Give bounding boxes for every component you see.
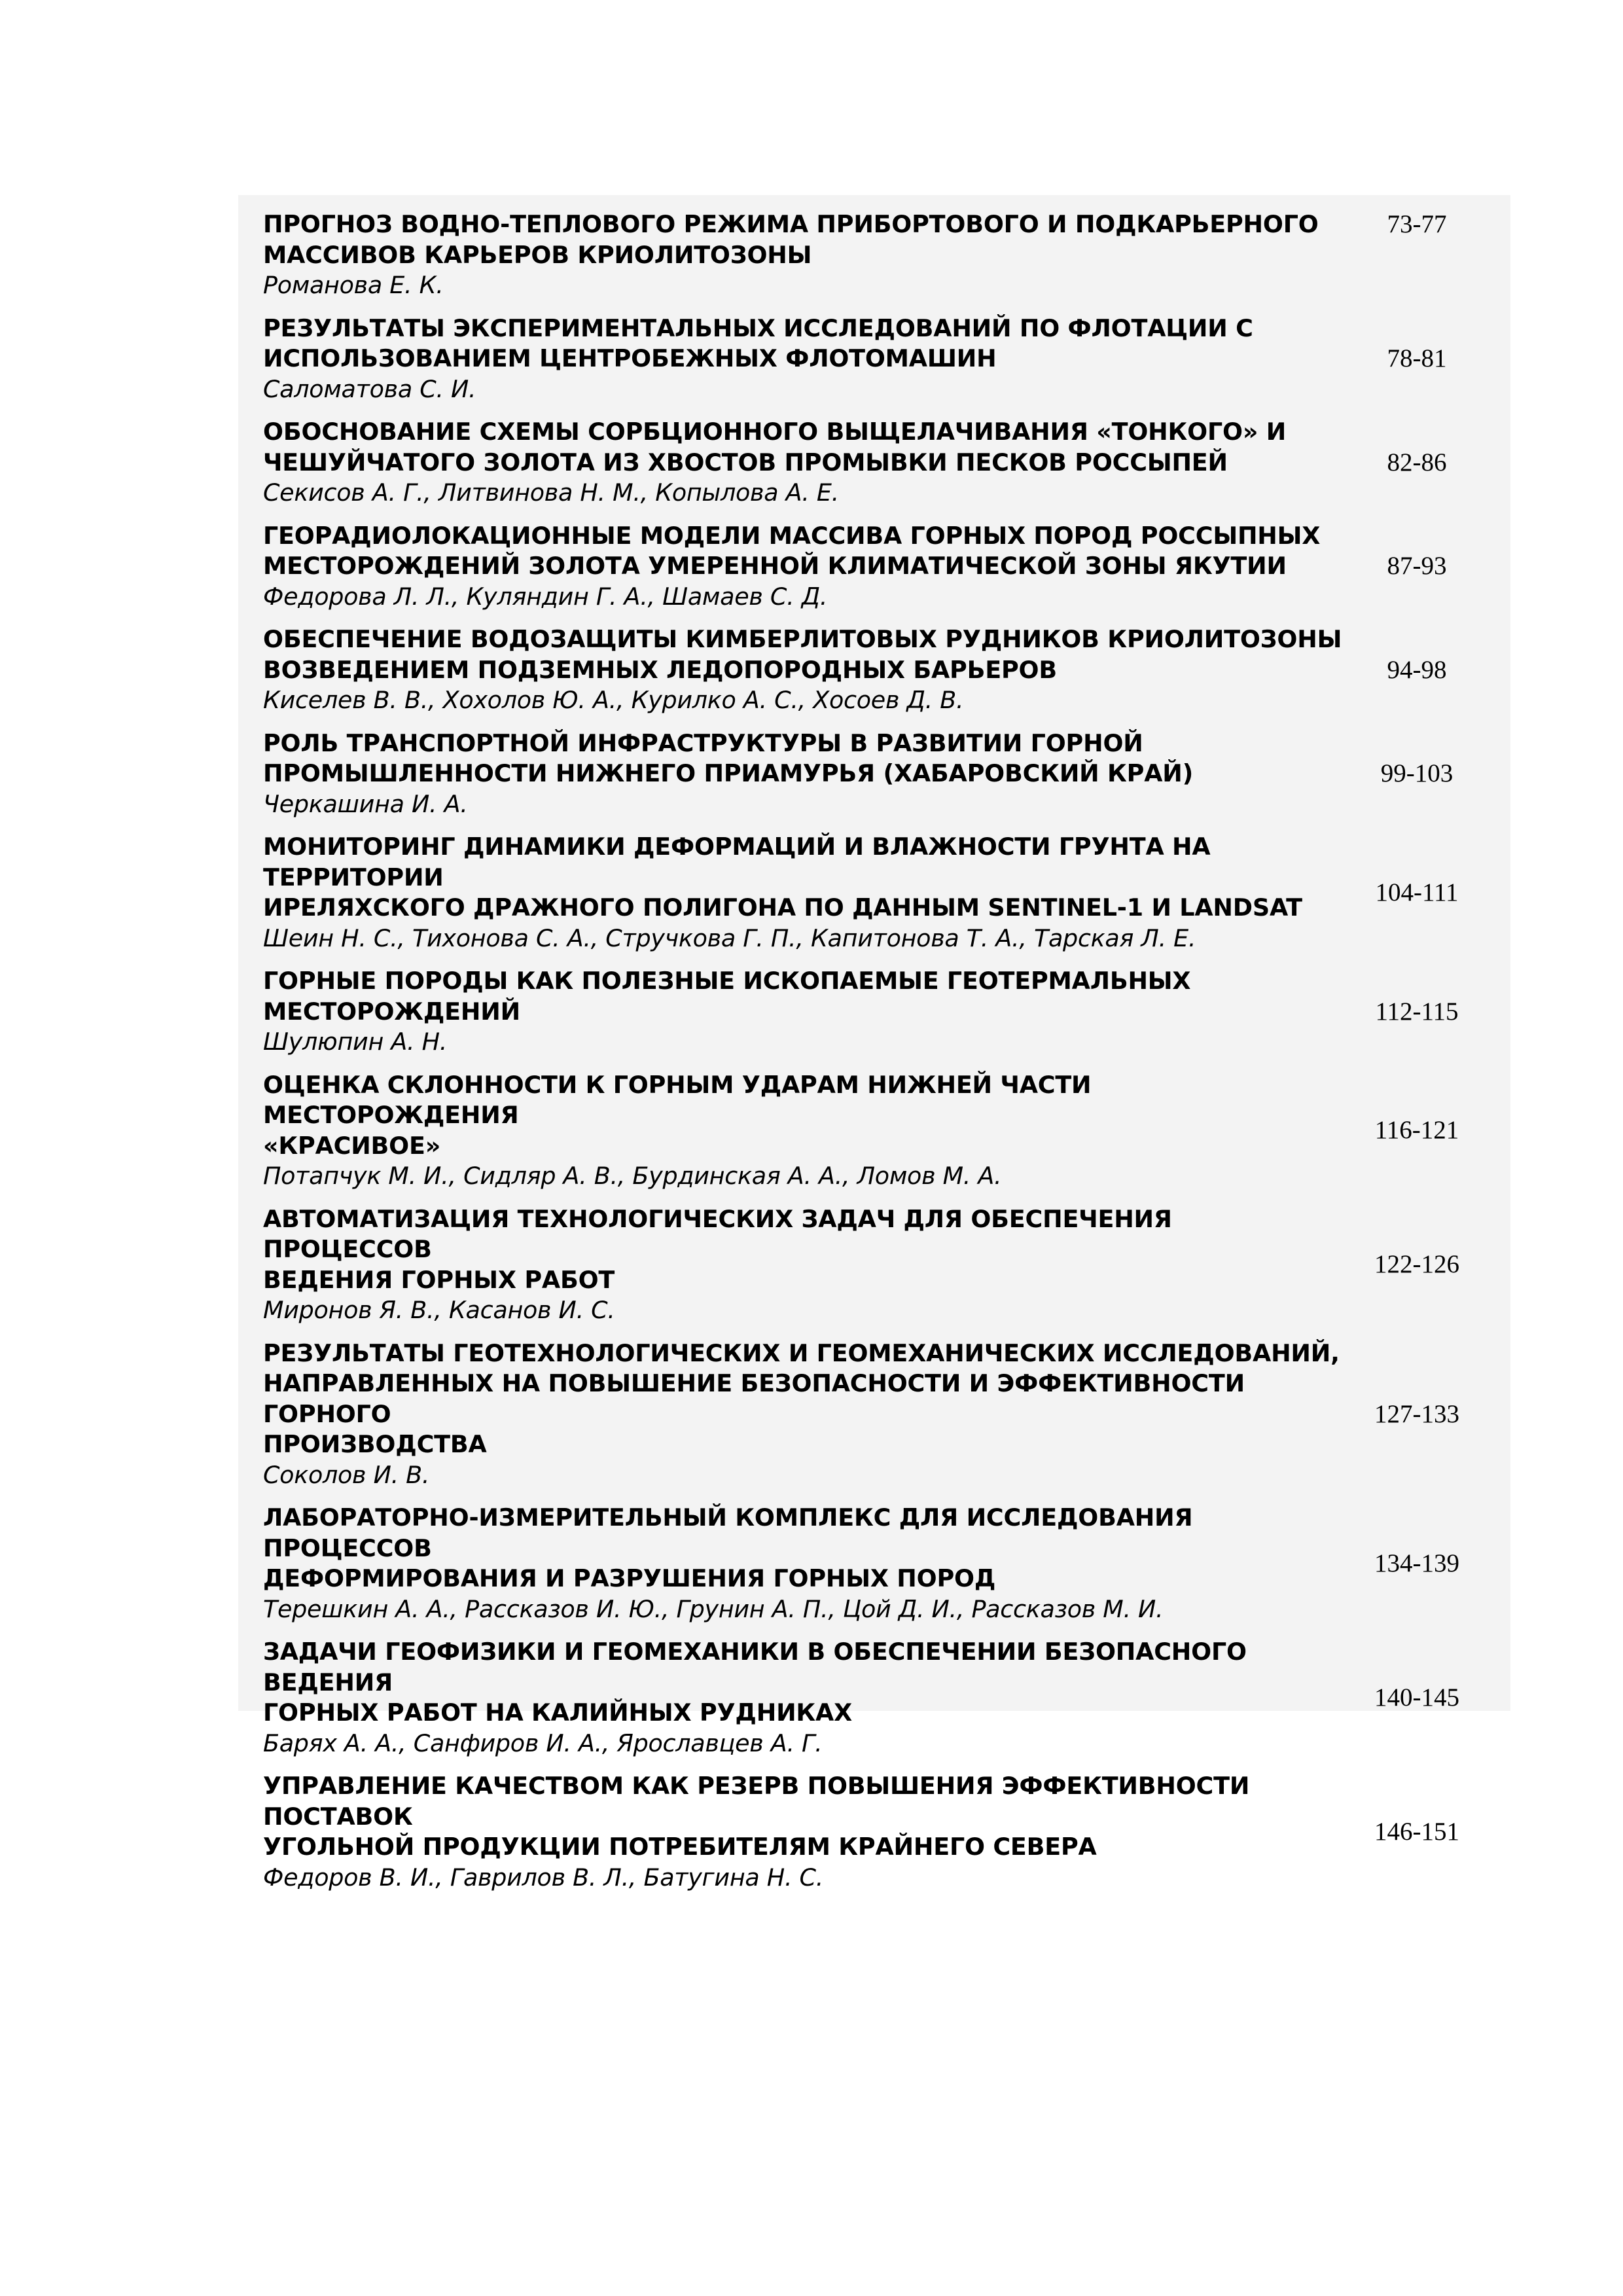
- article-authors: Секисов А. Г., Литвинова Н. М., Копылова А. Е.: [263, 478, 839, 507]
- toc-entry: [263, 417, 1487, 509]
- page-range: 116-121: [1374, 1116, 1459, 1145]
- toc-entry: [263, 832, 1487, 954]
- article-title: ГОРНЫЕ ПОРОДЫ КАК ПОЛЕЗНЫЕ ИСКОПАЕМЫЕ ГЕОТЕРМАЛЬНЫХ МЕСТОРОЖДЕНИЙ: [263, 967, 1191, 1026]
- article-authors: Терешкин А. А., Рассказов И. Ю., Грунин А. П., Цой Д. И., Рассказов М. И.: [263, 1594, 1164, 1623]
- article-title: РОЛЬ ТРАНСПОРТНОЙ ИНФРАСТРУКТУРЫ В РАЗВИТИИ ГОРНОЙ ПРОМЫШЛЕННОСТИ НИЖНЕГО ПРИАМУРЬЯ (ХАБАРОВСКИЙ КРАЙ): [263, 728, 1194, 787]
- article-title: ГЕОРАДИОЛОКАЦИОННЫЕ МОДЕЛИ МАССИВА ГОРНЫХ ПОРОД РОССЫПНЫХ МЕСТОРОЖДЕНИЙ ЗОЛОТА УМЕРЕННОЙ КЛИМАТИЧЕСКОЙ ЗОНЫ ЯКУТИИ: [263, 521, 1321, 580]
- toc-entry: [263, 1070, 1487, 1192]
- toc-list: [263, 209, 1487, 1905]
- article-title: ОБОСНОВАНИЕ СХЕМЫ СОРБЦИОННОГО ВЫЩЕЛАЧИВАНИЯ «ТОНКОГО» И ЧЕШУЙЧАТОГО ЗОЛОТА ИЗ ХВОСТОВ ПРОМЫВКИ ПЕСКОВ РОССЫПЕЙ: [263, 418, 1287, 476]
- article-title: ПРОГНОЗ ВОДНО-ТЕПЛОВОГО РЕЖИМА ПРИБОРТОВОГО И ПОДКАРЬЕРНОГО МАССИВОВ КАРЬЕРОВ КРИОЛИТОЗОНЫ: [263, 210, 1319, 269]
- toc-entry: [263, 1637, 1487, 1759]
- article-authors: Федорова Л. Л., Куляндин Г. А., Шамаев С. Д.: [263, 582, 828, 611]
- article-authors: Романова Е. К.: [263, 271, 444, 299]
- page-range: 122-126: [1374, 1250, 1459, 1279]
- page-range: 87-93: [1387, 552, 1447, 580]
- article-title: МОНИТОРИНГ ДИНАМИКИ ДЕФОРМАЦИЙ И ВЛАЖНОСТИ ГРУНТА НА ТЕРРИТОРИИ ИРЕЛЯХСКОГО ДРАЖНОГО ПОЛИГОНА ПО ДАННЫМ SENTINEL-1 И LANDSAT: [263, 833, 1302, 922]
- article-title: АВТОМАТИЗАЦИЯ ТЕХНОЛОГИЧЕСКИХ ЗАДАЧ ДЛЯ ОБЕСПЕЧЕНИЯ ПРОЦЕССОВ ВЕДЕНИЯ ГОРНЫХ РАБОТ: [263, 1204, 1172, 1294]
- article-title: УПРАВЛЕНИЕ КАЧЕСТВОМ КАК РЕЗЕРВ ПОВЫШЕНИЯ ЭФФЕКТИВНОСТИ ПОСТАВОК УГОЛЬНОЙ ПРОДУКЦИИ ПОТРЕБИТЕЛЯМ КРАЙНЕГО СЕВЕРА: [263, 1772, 1250, 1861]
- page-range: 104-111: [1375, 878, 1459, 906]
- toc-entry: [263, 1503, 1487, 1624]
- page-range: 140-145: [1374, 1683, 1459, 1712]
- page-range: 146-151: [1374, 1817, 1459, 1846]
- article-authors: Киселев В. В., Хохолов Ю. А., Курилко А. С., Хосоев Д. В.: [263, 686, 964, 714]
- page-range: 134-139: [1374, 1549, 1459, 1577]
- article-title: ЛАБОРАТОРНО-ИЗМЕРИТЕЛЬНЫЙ КОМПЛЕКС ДЛЯ ИССЛЕДОВАНИЯ ПРОЦЕССОВ ДЕФОРМИРОВАНИЯ И РАЗРУШЕНИЯ ГОРНЫХ ПОРОД: [263, 1503, 1193, 1592]
- toc-entry: [263, 314, 1487, 405]
- toc-entry: [263, 966, 1487, 1058]
- article-authors: Федоров В. И., Гаврилов В. Л., Батугина Н. С.: [263, 1863, 824, 1892]
- page-range: 99-103: [1380, 759, 1454, 787]
- article-title: ЗАДАЧИ ГЕОФИЗИКИ И ГЕОМЕХАНИКИ В ОБЕСПЕЧЕНИИ БЕЗОПАСНОГО ВЕДЕНИЯ ГОРНЫХ РАБОТ НА КАЛИЙНЫХ РУДНИКАХ: [263, 1638, 1247, 1727]
- page-range: 82-86: [1387, 448, 1447, 476]
- article-authors: Миронов Я. В., Касанов И. С.: [263, 1296, 615, 1324]
- toc-entry: [263, 209, 1487, 301]
- article-title: РЕЗУЛЬТАТЫ ЭКСПЕРИМЕНТАЛЬНЫХ ИССЛЕДОВАНИЙ ПО ФЛОТАЦИИ С ИСПОЛЬЗОВАНИЕМ ЦЕНТРОБЕЖНЫХ ФЛОТОМАШИН: [263, 314, 1253, 372]
- article-authors: Саломатова С. И.: [263, 374, 476, 403]
- toc-entry: [263, 624, 1487, 716]
- table-of-contents: [238, 195, 1510, 1892]
- toc-entry: [263, 728, 1487, 820]
- article-authors: Шулюпин А. Н.: [263, 1028, 448, 1056]
- article-authors: Шеин Н. С., Тихонова С. А., Стручкова Г. П., Капитонова Т. А., Тарская Л. Е.: [263, 924, 1196, 952]
- page-range: 112-115: [1375, 997, 1459, 1026]
- page-range: 78-81: [1387, 344, 1447, 372]
- article-title: ОБЕСПЕЧЕНИЕ ВОДОЗАЩИТЫ КИМБЕРЛИТОВЫХ РУДНИКОВ КРИОЛИТОЗОНЫ ВОЗВЕДЕНИЕМ ПОДЗЕМНЫХ ЛЕДОПОРОДНЫХ БАРЬЕРОВ: [263, 625, 1342, 684]
- article-authors: Потапчук М. И., Сидляр А. В., Бурдинская А. А., Ломов М. А.: [263, 1162, 1002, 1190]
- page-range: 94-98: [1387, 655, 1447, 684]
- toc-entry: [263, 1771, 1487, 1893]
- toc-entry: [263, 1204, 1487, 1326]
- toc-entry: [263, 1338, 1487, 1491]
- page-range: 127-133: [1374, 1399, 1459, 1428]
- article-authors: Черкашина И. А.: [263, 789, 468, 818]
- article-title: РЕЗУЛЬТАТЫ ГЕОТЕХНОЛОГИЧЕСКИХ И ГЕОМЕХАНИЧЕСКИХ ИССЛЕДОВАНИЙ, НАПРАВЛЕННЫХ НА ПОВЫШЕНИЕ БЕЗОПАСНОСТИ И ЭФФЕКТИВНОСТИ ГОРНОГО ПРОИЗВОДСТВА: [263, 1338, 1340, 1458]
- article-authors: Барях А. А., Санфиров И. А., Ярославцев А. Г.: [263, 1729, 823, 1757]
- article-authors: Соколов И. В.: [263, 1460, 430, 1489]
- toc-entry: [263, 521, 1487, 613]
- article-title: ОЦЕНКА СКЛОННОСТИ К ГОРНЫМ УДАРАМ НИЖНЕЙ ЧАСТИ МЕСТОРОЖДЕНИЯ «КРАСИВОЕ»: [263, 1070, 1092, 1160]
- page-range: 73-77: [1387, 210, 1447, 238]
